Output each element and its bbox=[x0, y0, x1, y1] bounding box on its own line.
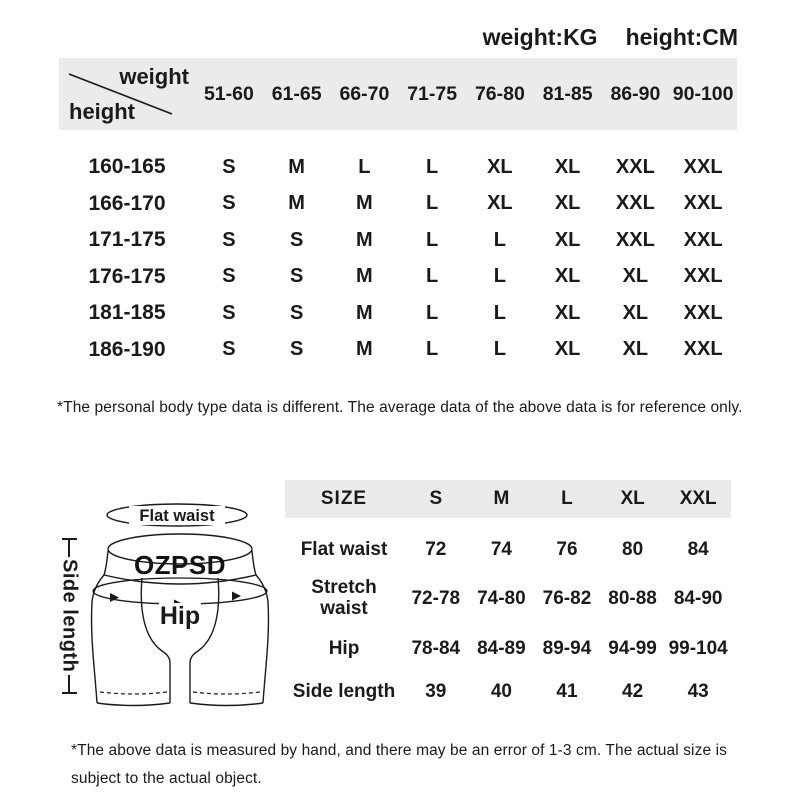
measurement-value-cell: 43 bbox=[687, 681, 709, 702]
measurement-value-cell: 80-88 bbox=[608, 588, 657, 609]
size-cell: M bbox=[288, 155, 305, 178]
side-length-line-bottom bbox=[68, 675, 70, 692]
size-cell: L bbox=[493, 338, 506, 361]
size-cell: XL bbox=[554, 301, 581, 324]
hip-label: Hip bbox=[159, 602, 201, 630]
size-cell: L bbox=[426, 338, 439, 361]
weight-column-header: 90-100 bbox=[672, 82, 734, 105]
size-cell: XL bbox=[554, 192, 581, 215]
corner-height-label: height bbox=[69, 99, 135, 124]
right-hem-stitching bbox=[193, 692, 260, 694]
size-cell: XL bbox=[554, 228, 581, 251]
weight-column-header: 71-75 bbox=[407, 82, 458, 105]
size-table-header bbox=[59, 58, 737, 130]
measurements-column-header: XXL bbox=[679, 488, 717, 509]
left-hem-stitching bbox=[100, 692, 167, 694]
size-cell: S bbox=[289, 265, 304, 288]
size-cell: S bbox=[289, 301, 304, 324]
size-cell: L bbox=[493, 265, 506, 288]
size-cell: L bbox=[493, 228, 506, 251]
size-table-row bbox=[59, 295, 737, 332]
measurement-value-cell: 40 bbox=[490, 681, 512, 702]
height-unit-label: height:CM bbox=[625, 24, 738, 50]
size-cell: M bbox=[356, 192, 373, 215]
size-cell: S bbox=[222, 301, 236, 324]
size-cell: XXL bbox=[615, 228, 655, 251]
brand-logo: OZPSD bbox=[133, 550, 227, 580]
measurements-column-header: L bbox=[561, 488, 573, 509]
measurement-label bbox=[285, 578, 403, 620]
size-cell: S bbox=[222, 192, 236, 215]
size-cell: XXL bbox=[683, 228, 723, 251]
size-cell: XL bbox=[554, 265, 581, 288]
height-range-label: 186-190 bbox=[88, 337, 166, 361]
measurement-value-cell: 41 bbox=[556, 681, 578, 702]
size-cell: XL bbox=[622, 301, 649, 324]
flat-waist-label: Flat waist bbox=[139, 507, 215, 525]
size-cell: XL bbox=[554, 338, 581, 361]
weight-column-headers bbox=[195, 58, 737, 130]
measurement-label-text: Flat waist bbox=[300, 538, 388, 560]
measurement-units-line bbox=[483, 24, 738, 51]
measurements-note: *The above data is measured by hand, and there may be an error of 1-3 cm. The actual size is subject to the actual object. bbox=[71, 742, 727, 787]
measurement-value-cell: 80 bbox=[622, 539, 644, 560]
size-cell: XXL bbox=[683, 265, 723, 288]
size-cell: L bbox=[426, 301, 439, 324]
measurements-row bbox=[285, 670, 731, 714]
measurement-value-cell: 78-84 bbox=[411, 638, 461, 659]
measurement-label bbox=[285, 682, 403, 703]
measurements-row bbox=[285, 628, 731, 670]
weight-column-header: 66-70 bbox=[339, 82, 390, 105]
garment-measurements-table bbox=[285, 480, 731, 714]
size-cell: L bbox=[426, 228, 439, 251]
size-cell: XXL bbox=[683, 301, 723, 324]
size-cell: L bbox=[426, 265, 439, 288]
measurement-value-cell: 76 bbox=[556, 539, 578, 560]
size-cell: XXL bbox=[683, 155, 723, 178]
size-cell: XXL bbox=[615, 192, 655, 215]
pouch-right-seam bbox=[190, 578, 219, 703]
measurement-value-cell: 39 bbox=[425, 681, 447, 702]
measurement-label bbox=[285, 540, 403, 561]
size-cell: XXL bbox=[615, 155, 655, 178]
size-cell: S bbox=[222, 265, 236, 288]
size-table-row bbox=[59, 222, 737, 259]
measurements-rows bbox=[285, 518, 731, 714]
hip-arrow-right-icon bbox=[232, 592, 241, 601]
height-range-label: 166-170 bbox=[88, 191, 166, 215]
size-table-row bbox=[59, 186, 737, 223]
size-cell: L bbox=[493, 301, 506, 324]
size-cell: L bbox=[426, 155, 439, 178]
weight-column-header: 86-90 bbox=[610, 82, 661, 105]
weight-column-header: 76-80 bbox=[474, 82, 525, 105]
height-range-label: 176-175 bbox=[88, 264, 166, 288]
measurement-value-cell: 99-104 bbox=[668, 638, 728, 659]
measurement-value-cell: 94-99 bbox=[608, 638, 657, 659]
size-cell: S bbox=[289, 228, 304, 251]
left-leg-hem bbox=[97, 703, 170, 706]
pouch-left-seam bbox=[141, 578, 170, 703]
measurement-value-cell: 72 bbox=[425, 539, 447, 560]
height-range-label: 171-175 bbox=[88, 228, 166, 252]
measurement-value-cell: 84-90 bbox=[673, 588, 723, 609]
right-leg-outer-seam bbox=[256, 575, 268, 703]
size-cell: M bbox=[356, 301, 373, 324]
size-cell: S bbox=[222, 228, 236, 251]
measurements-column-header: XL bbox=[620, 488, 645, 509]
size-cell: S bbox=[222, 338, 236, 361]
corner-cell bbox=[59, 58, 195, 130]
height-range-label: 181-185 bbox=[88, 301, 166, 325]
measurement-value-cell: 74-80 bbox=[477, 588, 526, 609]
measurements-row bbox=[285, 530, 731, 570]
side-length-bottom-cap bbox=[62, 692, 77, 694]
measurement-value-cell: 72-78 bbox=[411, 588, 461, 609]
weight-column-header: 81-85 bbox=[542, 82, 593, 105]
size-cell: XXL bbox=[683, 192, 723, 215]
corner-weight-label: weight bbox=[119, 64, 189, 89]
measurement-label-text: Stretch waist bbox=[311, 577, 377, 619]
measurements-column-header: M bbox=[493, 488, 510, 509]
measurement-value-cell: 42 bbox=[622, 681, 644, 702]
size-cell: XL bbox=[487, 155, 513, 178]
size-cell: M bbox=[356, 228, 373, 251]
weight-column-header: 51-60 bbox=[203, 82, 254, 105]
measurement-label-text: Side length bbox=[292, 680, 396, 702]
right-leg-hem bbox=[190, 703, 263, 706]
measurements-column-header: S bbox=[429, 488, 443, 509]
size-chart-note: *The personal body type data is different. The average data of the above data is for reference only. bbox=[57, 399, 743, 416]
side-length-label: Side length bbox=[58, 559, 81, 673]
measurements-size-header: SIZE bbox=[320, 488, 368, 509]
size-cell: XL bbox=[622, 265, 649, 288]
size-cell: S bbox=[222, 155, 236, 178]
size-cell: M bbox=[356, 338, 373, 361]
measurement-value-cell: 84-89 bbox=[477, 638, 526, 659]
side-length-dimension bbox=[55, 538, 83, 694]
measurements-header bbox=[285, 480, 731, 518]
size-cell: XL bbox=[622, 338, 649, 361]
weight-unit-label: weight:KG bbox=[482, 24, 598, 50]
size-cell: L bbox=[426, 192, 439, 215]
size-cell: XL bbox=[554, 155, 581, 178]
measurement-value-cell: 84 bbox=[687, 539, 709, 560]
size-cell: L bbox=[358, 155, 371, 178]
size-table-rows bbox=[59, 149, 737, 368]
weight-column-header: 61-65 bbox=[271, 82, 322, 105]
size-cell: M bbox=[356, 265, 373, 288]
size-cell: S bbox=[289, 338, 304, 361]
size-cell: XXL bbox=[683, 338, 723, 361]
measurement-value-cell: 74 bbox=[490, 539, 512, 560]
left-leg-outer-seam bbox=[92, 575, 104, 703]
measurement-label bbox=[285, 639, 403, 660]
size-table-row bbox=[59, 149, 737, 186]
size-cell: M bbox=[288, 192, 305, 215]
height-weight-size-table bbox=[59, 58, 737, 368]
size-table-row bbox=[59, 259, 737, 296]
hip-measure-ellipse bbox=[93, 578, 267, 604]
measurement-value-cell: 76-82 bbox=[542, 588, 592, 609]
size-cell: XL bbox=[487, 192, 513, 215]
measurement-label-text: Hip bbox=[328, 637, 360, 659]
measurement-value-cell: 89-94 bbox=[542, 638, 592, 659]
height-range-label: 160-165 bbox=[88, 155, 166, 179]
size-table-row bbox=[59, 332, 737, 369]
side-length-line-top bbox=[68, 540, 70, 557]
measurements-row bbox=[285, 570, 731, 628]
